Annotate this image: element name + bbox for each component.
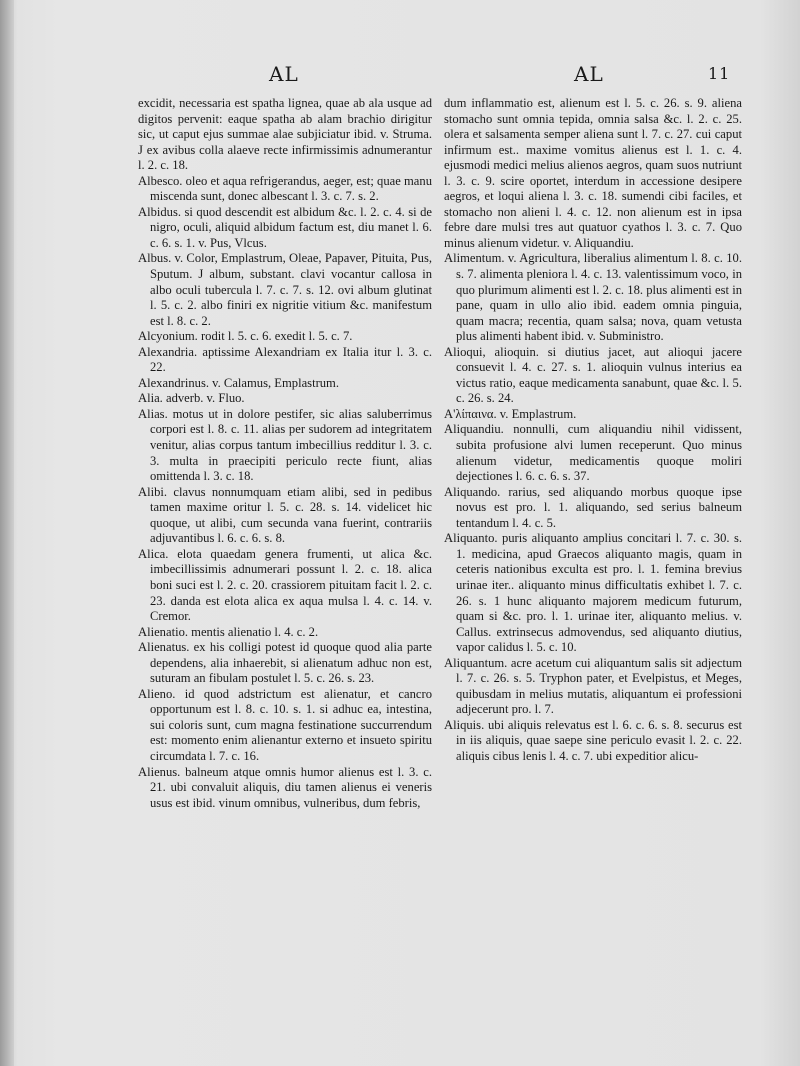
index-entry: Alieno. id quod adstrictum est alienatur, et cancro opportunum est l. 8. c. 10. s. 1. si adhuc ea, intestina, sui coloris sunt, cum magna festinatione succurrendum est: momento enim alienantur externo et insueto spiritu circumdata l. 7. c. 16. bbox=[138, 686, 432, 763]
index-entry: Alica. elota quaedam genera frumenti, ut alica &c. imbecillissimis adnumerari possunt l. 2. c. 18. alica boni suci est l. 2. c. 20. crassiorem pituitam facit l. 2. c. 23. danda est elota alica ex aqua mulsa l. 4. c. 14. v. Cremor. bbox=[138, 546, 432, 624]
index-entry: Α'λίπαινα. v. Emplastrum. bbox=[444, 406, 577, 421]
index-entry: Alia. adverb. v. Fluo. bbox=[138, 391, 245, 406]
index-entry: Alexandria. aptissime Alexandriam ex Italia itur l. 3. c. 22. bbox=[138, 344, 432, 375]
index-entry: Alias. motus ut in dolore pestifer, sic alias saluberrimus corpori est l. 8. c. 11. alias per sudorem ad integritatem venitur, alias corpus tantum imbecillius redditur l. 3. c. 3. multa in praecipiti periculo recte fiunt, alias omittenda l. 3. c. 18. bbox=[138, 406, 432, 484]
right-column bbox=[444, 96, 742, 765]
index-entry: Alcyonium. rodit l. 5. c. 6. exedit l. 5. c. 7. bbox=[138, 329, 353, 344]
page-number: 11 bbox=[708, 64, 731, 83]
index-entry: Alioqui, alioquin. si diutius jacet, aut alioqui jacere consuevit l. 4. c. 27. s. 1. alioquin vulnus interius ea victus ratio, eaque medicamenta sanabunt, quae &c. l. 5. c. 26. s. 24. bbox=[444, 344, 742, 406]
index-entry: Aliquis. ubi aliquis relevatus est l. 6. c. 6. s. 8. securus est in iis aliquis, quae saepe sine periculo evasit l. 2. c. 22. aliquis cibus lenis l. 4. c. 7. ubi expeditior alicu- bbox=[444, 717, 742, 763]
running-header bbox=[0, 62, 800, 86]
index-entry: Aliquando. rarius, sed aliquando morbus quoque ipse novus est pro. l. 1. aliquando, sed serius balneum tentandum l. 4. c. 5. bbox=[444, 484, 742, 530]
index-entry: Aliquanto. puris aliquanto amplius concitari l. 7. c. 30. s. 1. medicina, apud Graecos aliquanto magis, quam in ceteris nationibus exculta est pro. l. 1. femina brevius urinae iter.. aliquanto minus difficultatis exhibet l. 7. c. 26. s. 1 hunc aliquanto majorem medicum futurum, quam si &c. pro. l. 1. urinae iter, aliquanto melius. v. Callus. extrinsecus admovendus, sed aliquanto diutius, vapor calidus l. 5. c. 10. bbox=[444, 531, 742, 655]
continued-entry: excidit, necessaria est spatha lignea, quae ab ala usque ad digitos pervenit: eaque spatha ab alam brachio dirigitur sic, ut caput ejus summae alae subjiciatur ibid. v. Struma. J ex avibus colla alaeve recte infirmissimis adnumerantur l. 2. c. 18. bbox=[138, 96, 432, 173]
index-entry: Alibi. clavus nonnumquam etiam alibi, sed in pedibus tamen maxime oritur l. 5. c. 28. s. 14. videlicet hic quoque, ut alibi, cum secunda vana fuerint, contrariis adjuvantibus l. 6. c. 6. s. 8. bbox=[138, 484, 432, 546]
index-entry: Albus. v. Color, Emplastrum, Oleae, Papaver, Pituita, Pus, Sputum. J album, substant. clavi vocantur callosa in albo oculi tubercula l. 7. c. 7. s. 12. ovi album glutinat l. 5. c. 2. albo finiri ex nigritie vitium &c. manifestum est l. 8. c. 2. bbox=[138, 251, 432, 328]
header-right-title: AL bbox=[574, 62, 604, 86]
index-entry: Alimentum. v. Agricultura, liberalius alimentum l. 8. c. 10. s. 7. alimenta pleniora l. 4. c. 13. valentissimum voco, in quo plurimum alimenti est l. 2. c. 18. plus alimenti est in pane, quam in ullo alio ibid. eadem omnia pinguia, quam macra; recentia, quam salsa; nova, quam vetusta plus alimenti habent ibid. v. Subministro. bbox=[444, 251, 742, 344]
index-entry: Aliquandiu. nonnulli, cum aliquandiu nihil vidissent, subita profusione alvi lumen receperunt. Quo minus alienum videtur, medicamentis quoque moliri dejectiones l. 6. c. 6. s. 37. bbox=[444, 422, 742, 484]
index-entry: Alexandrinus. v. Calamus, Emplastrum. bbox=[138, 375, 340, 390]
index-entry: Albesco. oleo et aqua refrigerandus, aeger, est; quae manu miscenda sunt, donec albescant l. 3. c. 7. s. 2. bbox=[138, 173, 432, 204]
header-left-title: AL bbox=[269, 62, 299, 86]
index-entry: Alienatus. ex his colligi potest id quoque quod alia parte dependens, alia inhaerebit, si alienatum adhuc non est, suturam an fibulam postulet l. 5. c. 26. s. 23. bbox=[138, 640, 432, 686]
index-entry: Alienatio. mentis alienatio l. 4. c. 2. bbox=[138, 624, 319, 639]
continued-entry: dum inflammatio est, alienum est l. 5. c. 26. s. 9. aliena stomacho sunt omnia tepida, omnia salsa &c. l. 2. c. 25. olera et salsamenta semper aliena sunt l. 7. c. 27. cui caput infirmum est.. maxime vomitus alienus est l. 1. c. 4. ejusmodi medici melius alienos aegros, quam suos nutriunt l. 3. c. 9. scire oportet, interdum in accessione desipere aegros, et loqui aliena l. 3. c. 18. sumendi cibi faciles, et stomacho non alieni l. 4. c. 12. non alienum est in ipsa febre dare mulsi tres aut quatuor cyathos l. 3. c. 7. Quo minus alienum videtur. v. Aliquandiu. bbox=[444, 96, 743, 250]
index-entry: Aliquantum. acre acetum cui aliquantum salis sit adjectum l. 7. c. 26. s. 5. Tryphon pater, et Evelpistus, et Meges, quibusdam in melius mutatis, aliquantum ei professioni adjecerunt pro. l. 7. bbox=[444, 655, 742, 717]
index-entry: Albidus. si quod descendit est albidum &c. l. 2. c. 4. si de nigro, oculi, aliquid albidum factum est, diu manet l. 6. c. 6. s. 1. v. Pus, Vlcus. bbox=[138, 204, 432, 250]
page-spine-shadow bbox=[0, 0, 14, 1066]
left-column bbox=[138, 96, 432, 811]
index-entry: Alienus. balneum atque omnis humor alienus est l. 3. c. 21. ubi convaluit aliquis, diu tamen alienus ei veneris usus est ibid. vinum omnibus, vulneribus, dum febris, bbox=[138, 764, 432, 810]
